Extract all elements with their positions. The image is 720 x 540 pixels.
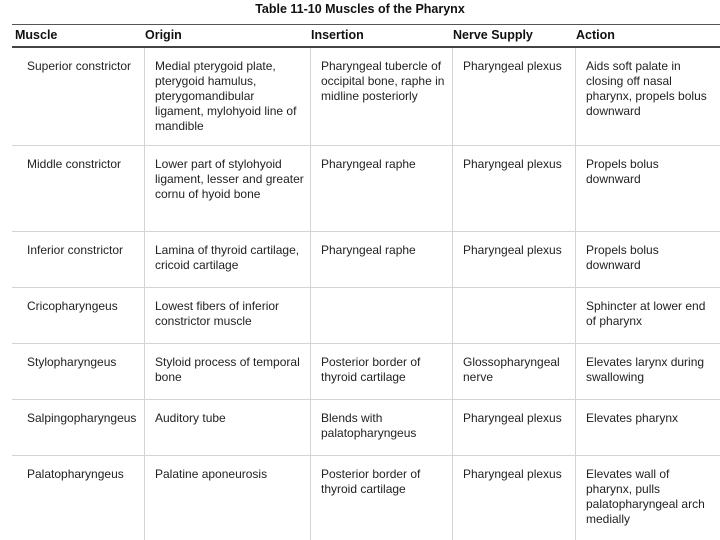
cell-muscle: Stylopharyngeus — [27, 355, 117, 369]
cell-muscle: Inferior constrictor — [27, 243, 124, 257]
cell-action: Elevates wall of pharynx, pulls palatopharyngeal arch medially — [575, 456, 720, 540]
title-divider — [12, 24, 720, 25]
table-row — [12, 400, 720, 456]
cell-insertion: Posterior border of thyroid cartilage — [310, 456, 452, 540]
header-insertion: Insertion — [311, 28, 364, 42]
cell-origin: Palatine aponeurosis — [144, 456, 310, 540]
cell-action: Elevates larynx during swallowing — [575, 344, 720, 399]
table-header — [0, 28, 720, 46]
table-row — [12, 344, 720, 400]
cell-action: Elevates pharynx — [575, 400, 720, 455]
cell-insertion: Posterior border of thyroid cartilage — [310, 344, 452, 399]
cell-action: Propels bolus downward — [575, 146, 720, 231]
table-row — [12, 456, 720, 540]
table-row — [12, 48, 720, 146]
table-row — [12, 232, 720, 288]
cell-insertion: Pharyngeal raphe — [310, 232, 452, 287]
cell-nerve-supply: Pharyngeal plexus — [452, 48, 575, 145]
cell-nerve-supply: Pharyngeal plexus — [452, 400, 575, 455]
cell-origin: Auditory tube — [144, 400, 310, 455]
cell-muscle: Palatopharyngeus — [27, 467, 124, 481]
table-row — [12, 146, 720, 232]
header-nerve-supply: Nerve Supply — [453, 28, 533, 42]
cell-muscle: Cricopharyngeus — [27, 299, 118, 313]
cell-action: Sphincter at lower end of pharynx — [575, 288, 720, 343]
table-row — [12, 288, 720, 344]
cell-action: Propels bolus downward — [575, 232, 720, 287]
table-body — [12, 48, 720, 540]
cell-nerve-supply: Pharyngeal plexus — [452, 232, 575, 287]
cell-nerve-supply: Pharyngeal plexus — [452, 456, 575, 540]
cell-insertion — [310, 288, 452, 343]
cell-origin: Styloid process of temporal bone — [144, 344, 310, 399]
header-muscle: Muscle — [15, 28, 58, 42]
cell-insertion: Blends with palatopharyngeus — [310, 400, 452, 455]
cell-nerve-supply — [452, 288, 575, 343]
cell-origin: Lower part of stylohyoid ligament, lesser and greater cornu of hyoid bone — [144, 146, 310, 231]
cell-muscle: Middle constrictor — [27, 157, 122, 171]
cell-muscle: Salpingopharyngeus — [27, 411, 137, 425]
cell-nerve-supply: Glossopharyngeal nerve — [452, 344, 575, 399]
table-title: Table 11-10 Muscles of the Pharynx — [255, 2, 465, 16]
cell-origin: Lowest fibers of inferior constrictor muscle — [144, 288, 310, 343]
header-origin: Origin — [145, 28, 182, 42]
cell-insertion: Pharyngeal tubercle of occipital bone, raphe in midline posteriorly — [310, 48, 452, 145]
cell-origin: Medial pterygoid plate, pterygoid hamulus, pterygomandibular ligament, mylohyoid line of mandible — [144, 48, 310, 145]
header-action: Action — [576, 28, 615, 42]
cell-insertion: Pharyngeal raphe — [310, 146, 452, 231]
cell-nerve-supply: Pharyngeal plexus — [452, 146, 575, 231]
cell-muscle: Superior constrictor — [27, 59, 132, 73]
cell-origin: Lamina of thyroid cartilage, cricoid cartilage — [144, 232, 310, 287]
cell-action: Aids soft palate in closing off nasal pharynx, propels bolus downward — [575, 48, 720, 145]
